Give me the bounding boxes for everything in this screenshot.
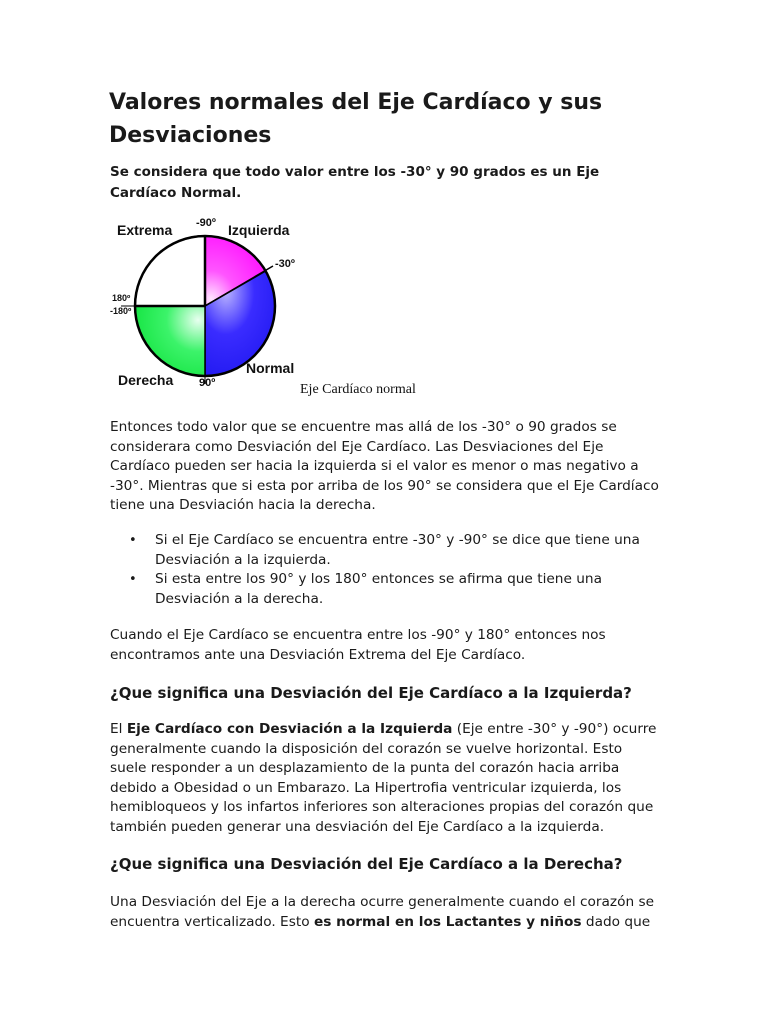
bullet-icon: • bbox=[129, 572, 137, 588]
list-item bbox=[110, 531, 662, 570]
intro-statement: Se considera que todo valor entre los -30° y 90 grados es un Eje Cardíaco Normal. bbox=[110, 164, 600, 201]
para4-post: dado que bbox=[581, 913, 651, 930]
label-extrema: Extrema bbox=[117, 222, 173, 238]
label-deg-minus90: -90º bbox=[196, 217, 216, 229]
label-deg-minus30: -30º bbox=[275, 258, 295, 270]
label-normal: Normal bbox=[246, 360, 295, 376]
para4-bold: es normal en los Lactantes y niños bbox=[313, 913, 582, 930]
label-deg-180: 180º bbox=[112, 293, 131, 303]
para3-post: (Eje entre -30° y -90°) ocurre generalmente cuando la disposición del corazón se vuelve horizontal. Esto suele responder a un desplazamiento de la punta del corazón hacia arriba debido a Obesidad o un Embarazo. La Hipertrofia ventricular izquierda, los hemibloqueos y los infartos inferiores son alteraciones propias del corazón que también pueden generar una desviación del Eje Cardíaco a la izquierda. bbox=[110, 721, 657, 835]
list-item-text: Si el Eje Cardíaco se encuentra entre -30° y -90° se dice que tiene una Desviación a la izquierda. bbox=[155, 532, 640, 568]
list-item bbox=[110, 570, 662, 609]
deviation-bullet-list bbox=[110, 531, 662, 609]
para3-bold: Eje Cardíaco con Desviación a la Izquierda bbox=[126, 721, 453, 737]
para4-pre: Una Desviación del Eje a la derecha ocurre generalmente cuando el corazón se encuentra verticalizado. Esto bbox=[110, 894, 655, 930]
paragraph-extreme-deviation: Cuando el Eje Cardíaco se encuentra entre los -90° y 180° entonces nos encontramos ante una Desviación Extrema del Eje Cardíaco. bbox=[110, 627, 606, 663]
paragraph-right-deviation bbox=[110, 893, 662, 932]
bullet-icon: • bbox=[129, 533, 137, 548]
label-izquierda: Izquierda bbox=[228, 222, 290, 238]
figure-caption: Eje Cardíaco normal bbox=[300, 382, 416, 397]
paragraph-deviation-definition: Entonces todo valor que se encuentre mas allá de los -30° o 90 grados se considerara como Desviación del Eje Cardíaco. Las Desviaciones del Eje Cardíaco pueden ser hacia la izquierda si el valor es menor o mas negativo a -30°. Mientras que si esta por arriba de los 90° se considera que el Eje Cardíaco tiene una Desviación hacia la derecha. bbox=[110, 419, 659, 514]
paragraph-left-deviation bbox=[110, 720, 662, 838]
heading-right-deviation: ¿Que significa una Desviación del Eje Cardíaco a la Derecha? bbox=[110, 855, 623, 873]
list-item-text: Si esta entre los 90° y los 180° entonces se afirma que tiene una Desviación a la derecha. bbox=[155, 571, 602, 607]
cardiac-axis-figure bbox=[108, 212, 438, 404]
para3-pre: El bbox=[110, 721, 127, 737]
heading-left-deviation: ¿Que significa una Desviación del Eje Cardíaco a la Izquierda? bbox=[110, 684, 632, 702]
label-derecha: Derecha bbox=[118, 372, 174, 388]
label-deg-90: 90º bbox=[199, 377, 216, 389]
page-title: Valores normales del Eje Cardíaco y sus Desviaciones bbox=[109, 90, 603, 148]
label-deg-minus180: -180º bbox=[110, 306, 132, 316]
